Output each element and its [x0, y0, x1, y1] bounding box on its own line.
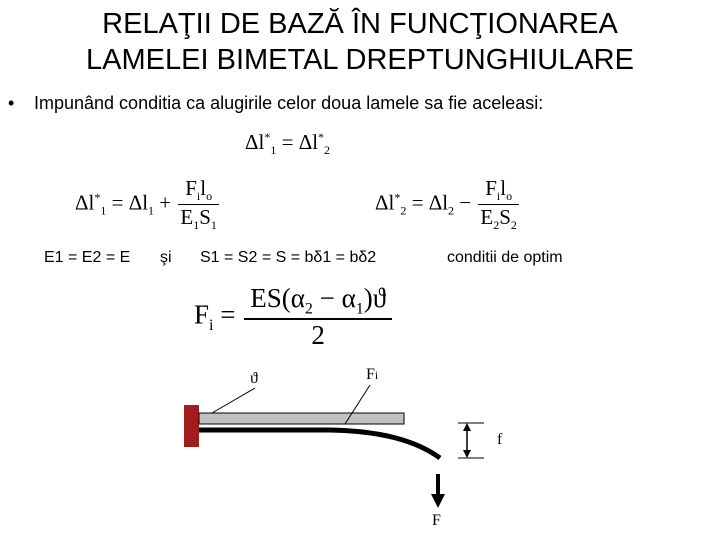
fixed-wall — [184, 405, 199, 447]
bimetal-strip — [199, 413, 404, 424]
force-num-mid: − α — [312, 283, 356, 313]
eq2-num-l-sub: o — [206, 189, 213, 204]
force-denominator: 2 — [311, 320, 325, 351]
eq2-op: = — [106, 190, 129, 215]
eq3-num-sub: i — [496, 189, 501, 204]
eq1-rhs-sub: 2 — [324, 143, 331, 158]
force-lhs: F — [194, 299, 210, 330]
eq2-rhs-sub: 1 — [148, 203, 155, 218]
force-arrow-head — [431, 494, 445, 508]
eq3-minus: − — [454, 190, 477, 215]
eq3-den-sub1: 2 — [493, 218, 500, 233]
deflection-arrow-down — [463, 450, 471, 458]
eq1-lhs: Δl — [245, 130, 265, 154]
eq3-rhs: Δl — [428, 190, 449, 215]
condition-and: şi — [160, 249, 172, 266]
eq2-lhs-sub: 1 — [100, 203, 107, 218]
eq3-num-f: F — [485, 176, 497, 200]
eq2-den-sub2: 1 — [210, 218, 217, 233]
title-line-1: RELAŢII DE BAZĂ ÎN FUNCŢIONAREA — [102, 8, 618, 40]
fi-label — [366, 366, 378, 384]
condition-equal-sections: S1 = S2 = S = bδ1 = bδ2 — [200, 249, 377, 266]
fi-label-main: F — [366, 366, 375, 383]
condition-equal-moduli: E1 = E2 = E — [44, 249, 131, 266]
force-num-sub1: 2 — [304, 300, 313, 318]
bullet-text: Impunând conditia ca alugirile celor doua lamele sa fie aceleasi: — [34, 93, 544, 113]
deflection-arrow-up — [463, 423, 471, 431]
theta-label: ϑ — [250, 370, 258, 387]
eq1-rhs-sup: * — [318, 130, 325, 144]
eq3-op: = — [406, 190, 429, 215]
force-eq: = — [213, 299, 243, 330]
eq3-lhs-sup: * — [394, 190, 401, 205]
eq1-op: = — [276, 130, 299, 154]
force-num-pre: ES(α — [250, 283, 305, 313]
eq1-lhs-sub: 1 — [270, 143, 277, 158]
eq2-den-s: S — [199, 205, 211, 230]
bullet-icon: • — [8, 93, 15, 113]
eq2-num-f: F — [185, 176, 197, 200]
force-F-label: F — [432, 512, 441, 529]
deflection-f-label: f — [497, 431, 503, 448]
eq3-rhs-sub: 2 — [448, 203, 455, 218]
eq1-lhs-sup: * — [264, 130, 271, 144]
title-line-2: LAMELEI BIMETAL DREPTUNGHIULARE — [86, 44, 634, 76]
eq2-num-l: l — [200, 176, 207, 200]
force-num-sub2: 1 — [355, 300, 364, 318]
eq2-den-e: E — [180, 205, 194, 230]
eq3-num-l-sub: o — [506, 189, 513, 204]
deflected-strip — [199, 430, 440, 458]
eq2-lhs-sup: * — [94, 190, 101, 205]
eq3-den-s: S — [499, 205, 511, 230]
theta-leader-line — [212, 388, 255, 413]
eq3-num-l: l — [500, 176, 507, 200]
force-lhs-sub: i — [209, 316, 214, 334]
eq1-rhs: Δl — [298, 130, 319, 154]
eq2-den-sub1: 1 — [193, 218, 200, 233]
eq3-lhs: Δl — [375, 190, 395, 215]
eq3-lhs-sub: 2 — [400, 203, 407, 218]
eq2-num-sub: i — [196, 189, 201, 204]
eq2-plus: + — [154, 190, 177, 215]
eq3-den-e: E — [480, 205, 494, 230]
eq3-den-sub2: 2 — [510, 218, 517, 233]
fi-label-sub: i — [374, 368, 379, 382]
eq2-rhs: Δl — [128, 190, 149, 215]
force-num-post: )ϑ — [363, 283, 387, 313]
eq2-lhs: Δl — [75, 190, 95, 215]
condition-optimum-label: conditii de optim — [447, 249, 563, 266]
